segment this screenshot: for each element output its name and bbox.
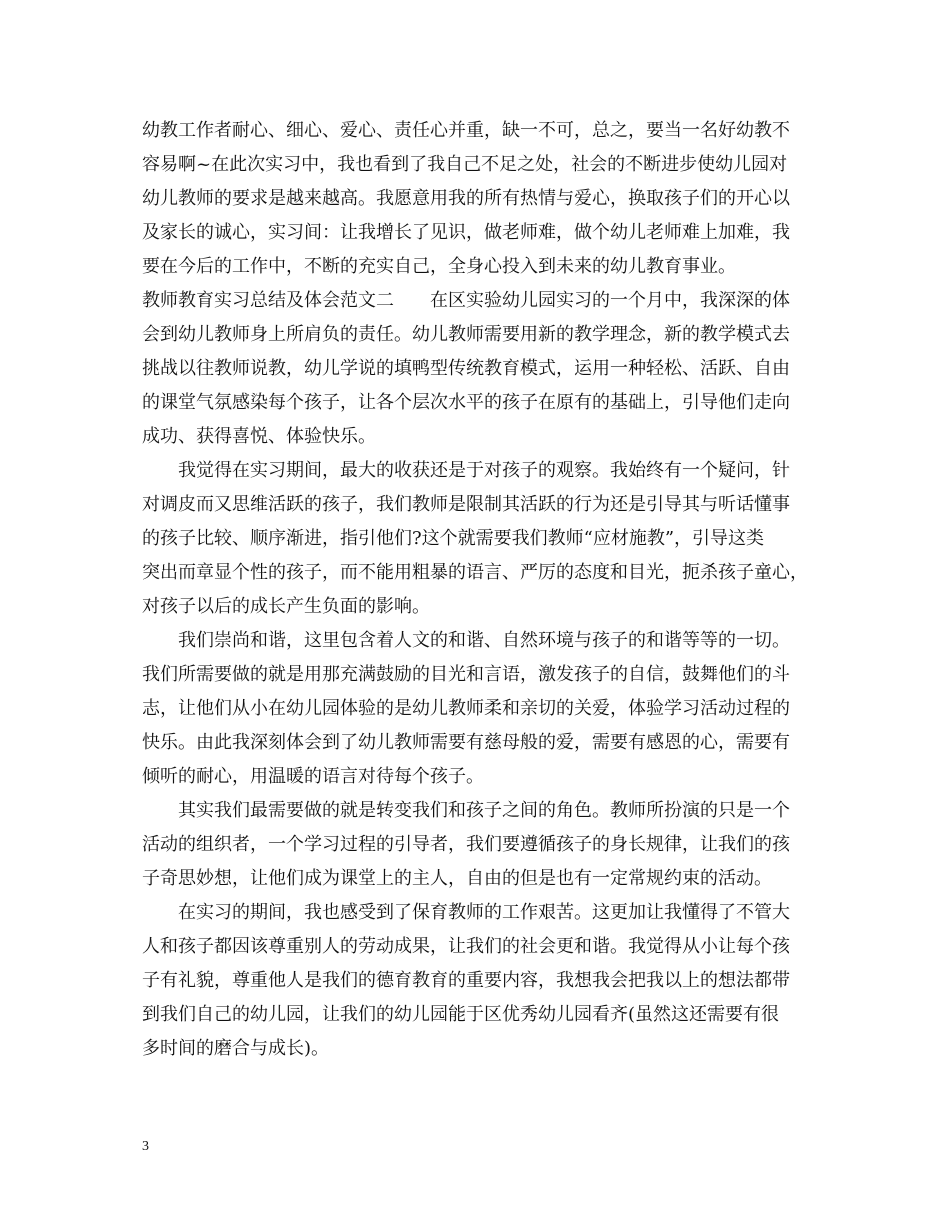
text-line: 多时间的磨合与成长)。 (142, 1038, 330, 1059)
text-line: 倾听的耐心，用温暖的语言对待每个孩子。 (142, 766, 484, 787)
text-line: 我们所需要做的就是用那充满鼓励的目光和言语，激发孩子的自信，鼓舞他们的斗 (142, 664, 790, 685)
text-line: 的课堂气氛感染每个孩子，让各个层次水平的孩子在原有的基础上，引导他们走向 (142, 392, 790, 413)
text-line: 我们崇尚和谐，这里包含着人文的和谐、自然环境与孩子的和谐等等的一切。 (142, 630, 790, 651)
text-line: 对孩子以后的成长产生负面的影响。 (142, 596, 430, 617)
text-line: 教师教育实习总结及体会范文二 在区实验幼儿园实习的一个月中，我深深的体 (142, 290, 790, 311)
text-line: 我觉得在实习期间，最大的收获还是于对孩子的观察。我始终有一个疑问，针 (142, 460, 790, 481)
text-line: 的孩子比较、顺序渐进，指引他们?这个就需要我们教师“应材施教”，引导这类 (142, 528, 765, 549)
text-line: 子奇思妙想，让他们成为课堂上的主人，自由的但是也有一定常规约束的活动。 (142, 868, 772, 889)
text-line: 挑战以往教师说教，幼儿学说的填鸭型传统教育模式，运用一种轻松、活跃、自由 (142, 358, 790, 379)
text-line: 容易啊~在此次实习中，我也看到了我自己不足之处，社会的不断进步使幼儿园对 (142, 154, 788, 175)
text-line: 其实我们最需要做的就是转变我们和孩子之间的角色。教师所扮演的只是一个 (142, 800, 790, 821)
text-line: 成功、获得喜悦、体验快乐。 (142, 426, 376, 447)
text-line: 快乐。由此我深刻体会到了幼儿教师需要有慈母般的爱，需要有感恩的心，需要有 (142, 732, 790, 753)
text-line: 人和孩子都因该尊重别人的劳动成果，让我们的社会更和谐。我觉得从小让每个孩 (142, 936, 790, 957)
text-line: 幼教工作者耐心、细心、爱心、责任心并重，缺一不可，总之，要当一名好幼教不 (142, 120, 790, 141)
text-line: 突出而章显个性的孩子，而不能用粗暴的语言、严厉的态度和目光，扼杀孩子童心， (142, 562, 808, 583)
text-line: 到我们自己的幼儿园，让我们的幼儿园能于区优秀幼儿园看齐(虽然这还需要有很 (142, 1004, 780, 1025)
text-line: 要在今后的工作中，不断的充实自己，全身心投入到未来的幼儿教育事业。 (142, 256, 736, 277)
text-line: 在实习的期间，我也感受到了保育教师的工作艰苦。这更加让我懂得了不管大 (142, 902, 790, 923)
text-line: 及家长的诚心，实习间：让我增长了见识，做老师难，做个幼儿老师难上加难，我 (142, 222, 790, 243)
text-line: 对调皮而又思维活跃的孩子，我们教师是限制其活跃的行为还是引导其与听话懂事 (142, 494, 790, 515)
text-line: 志，让他们从小在幼儿园体验的是幼儿教师柔和亲切的关爱，体验学习活动过程的 (142, 698, 790, 719)
text-line: 活动的组织者，一个学习过程的引导者，我们要遵循孩子的身长规律，让我们的孩 (142, 834, 790, 855)
page-number: 3 (142, 1139, 149, 1154)
text-line: 会到幼儿教师身上所肩负的责任。幼儿教师需要用新的教学理念，新的教学模式去 (142, 324, 790, 345)
text-line: 子有礼貌，尊重他人是我们的德育教育的重要内容，我想我会把我以上的想法都带 (142, 970, 790, 991)
text-line: 幼儿教师的要求是越来越高。我愿意用我的所有热情与爱心，换取孩子们的开心以 (142, 188, 790, 209)
